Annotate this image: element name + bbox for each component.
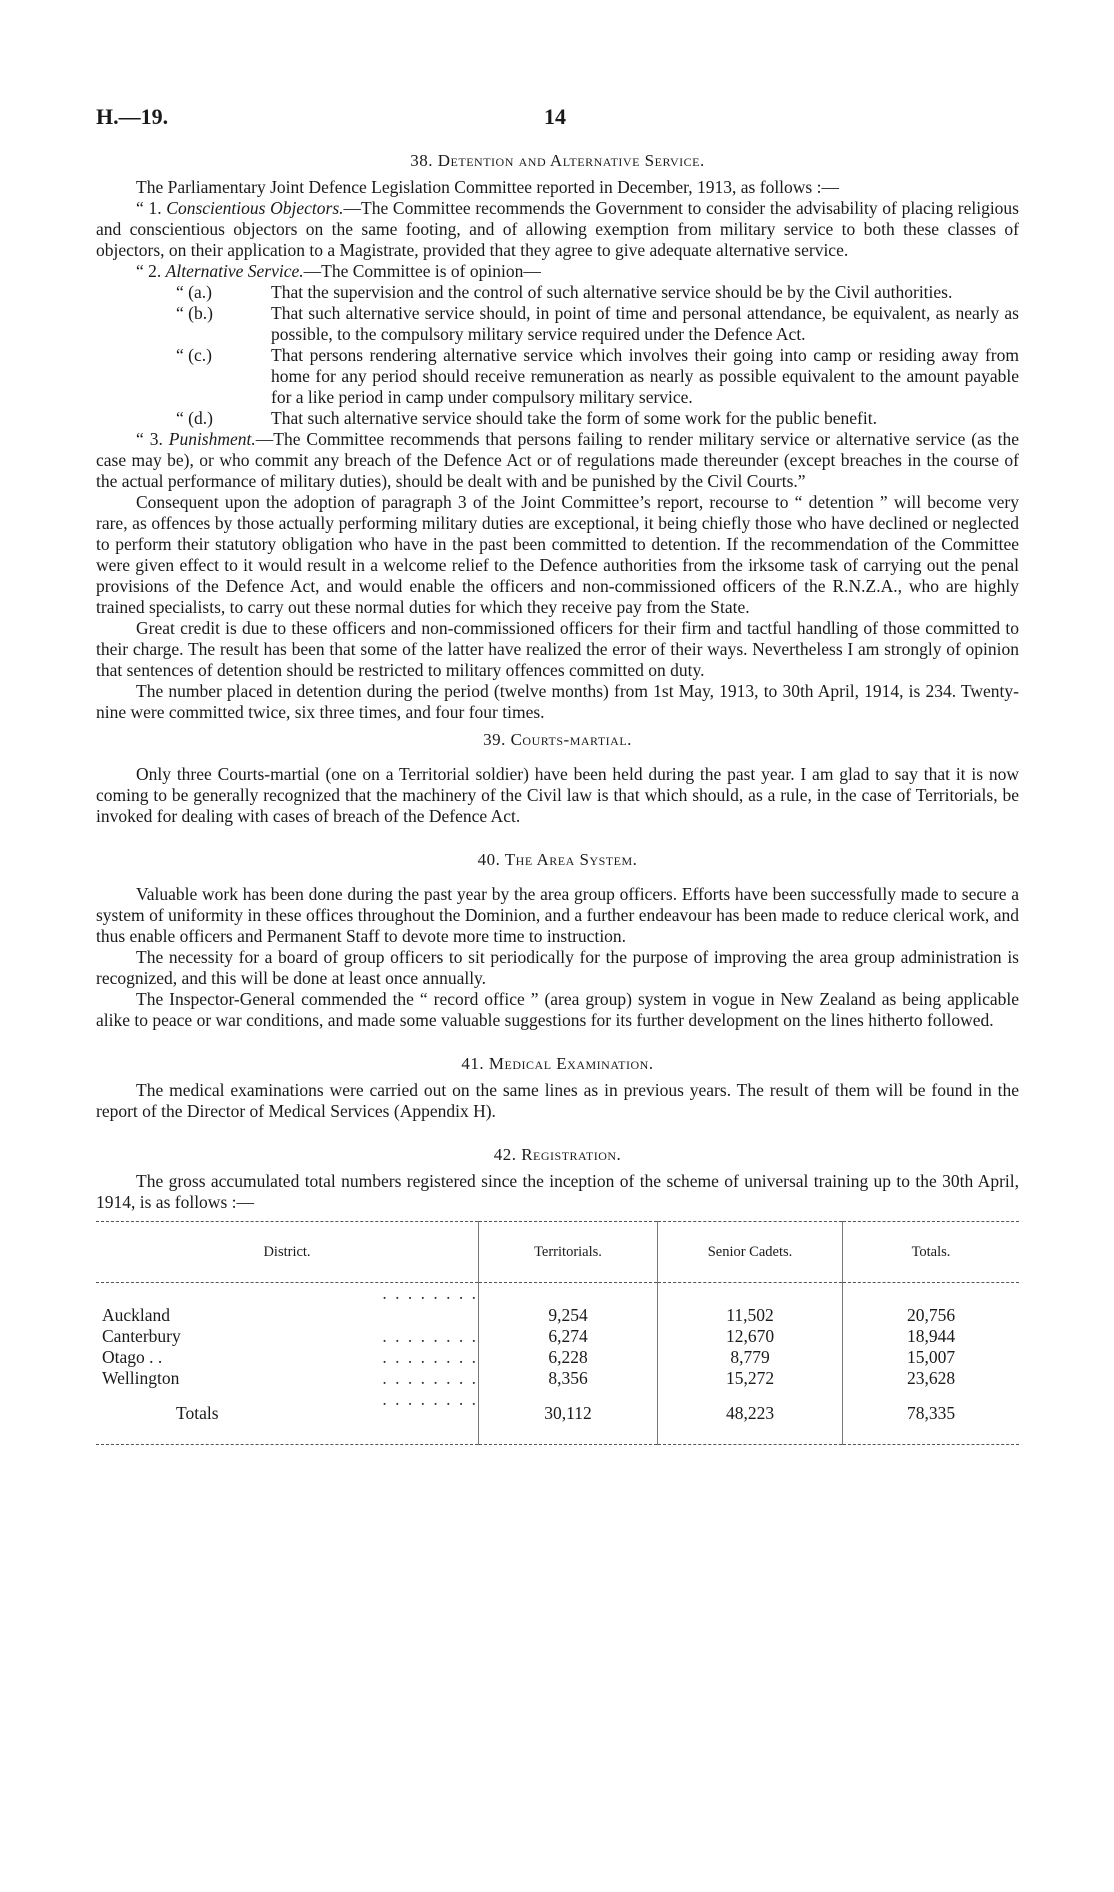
table-row: [96, 1326, 1019, 1347]
totals-cell: 23,628: [843, 1368, 1020, 1389]
column-header-district: District.: [96, 1222, 479, 1283]
district-cell: Wellington . . . . . . . .: [102, 1368, 478, 1388]
s41-text: The medical examinations were carried out on the same lines as in previous years. The result of them will be found in the report of the Director of Medical Services (Appendix H).: [96, 1080, 1019, 1121]
s38-point-2-title: Alternative Service.: [165, 261, 304, 281]
territorials-cell: 6,274: [479, 1326, 658, 1347]
document-body: [96, 150, 1019, 1445]
registration-table: [96, 1221, 1019, 1445]
s39-text: Only three Courts-martial (one on a Territorial soldier) have been held during the past year. I am glad to say that it is now coming to be generally recognized that the machinery of the Civil law is that which should, as a rule, in the case of Territorials, be invoked for dealing with cases of breach of the Defence Act.: [96, 764, 1019, 826]
s38-point-3: “ 3. Punishment.—The Committee recommends that persons failing to render military service or alternative service (as the case may be), or who commit any breach of the Defence Act or of regulations made thereunder (except breaches in the course of the actual performance of military duties), should be dealt with and be punished by the Civil Courts.”: [96, 429, 1019, 491]
s38-paragraph-consequent: Consequent upon the adoption of paragraph 3 of the Joint Committee’s report, recourse to “ detention ” will become very rare, as offences by those actually performing military duties are exceptional, it being chiefly those who have declined or neglected to perform their statutory obligation who have in the past been committed to detention. If the recommendation of the Committee were given effect to it would result in a welcome relief to the Defence authorities from the irksome task of carrying out the penal provisions of the Defence Act, and would enable the officers and non-commissioned officers of the R.N.Z.A., who are highly trained specialists, to carry out these normal duties for which they receive pay from the State.: [96, 492, 1019, 617]
s38-item-c: “ (c.) That persons rendering alternative service which involves their going into camp or residing away from home for any period should receive remuneration as nearly as possible equivalent to the amount payable for a like period in camp under compulsory military service.: [176, 345, 1019, 407]
s40-paragraph-valuable: Valuable work has been done during the past year by the area group officers. Efforts have been successfully made to secure a system of uniformity in these offices throughout the Dominion, and a further endeavour has been made to reduce clerical work, and thus enable officers and Permanent Staff to devote more time to instruction.: [96, 884, 1019, 946]
s38-intro: The Parliamentary Joint Defence Legislation Committee reported in December, 1913, as follows :—: [136, 177, 839, 197]
column-header-totals: Totals.: [843, 1222, 1020, 1283]
s38-point-1-title: Conscientious Objectors.: [166, 198, 344, 218]
section-41-heading: 41. Medical Examination.: [461, 1054, 654, 1073]
section-42-heading: 42. Registration.: [493, 1145, 622, 1164]
district-cell: Canterbury . . . . . . . .: [102, 1326, 478, 1346]
territorials-cell: 8,356: [479, 1368, 658, 1389]
section-40-heading: 40. The Area System.: [477, 850, 638, 869]
section-38-heading: 38. Detention and Alternative Service.: [410, 151, 705, 170]
s40-paragraph-necessity: The necessity for a board of group officers to sit periodically for the purpose of improving the area group administration is recognized, and this will be done at least once annually.: [96, 947, 1019, 988]
senior-cadets-cell: 12,670: [658, 1326, 843, 1347]
table-row: [96, 1368, 1019, 1389]
totals-cell: 20,756: [843, 1283, 1020, 1327]
s38-item-b: “ (b.) That such alternative service should, in point of time and personal attendance, be equivalent, as nearly as possible, to the compulsory military service required under the Defence Act.: [176, 303, 1019, 344]
s38-paragraph-number: The number placed in detention during the period (twelve months) from 1st May, 1913, to 30th April, 1914, is 234. Twenty-nine were committed twice, six three times, and four four times.: [96, 681, 1019, 722]
senior-cadets-cell: 11,502: [658, 1283, 843, 1327]
district-cell: Otago . . . . . . . . . .: [102, 1347, 478, 1367]
column-header-senior-cadets: Senior Cadets.: [658, 1222, 843, 1283]
table-row: [96, 1347, 1019, 1368]
s40-paragraph-inspector: The Inspector-General commended the “ record office ” (area group) system in vogue in New Zealand as being applicable alike to peace or war conditions, and made some valuable suggestions for its further development on the lines hitherto followed.: [96, 989, 1019, 1030]
s38-point-1: “ 1. Conscientious Objectors.—The Committee recommends the Government to consider the advisability of placing religious and conscientious objectors on the same footing, and of allowing exemption from military service to both these classes of objectors, on their application to a Magistrate, provided that they agree to give adequate alternative service.: [96, 198, 1019, 260]
senior-cadets-cell: 8,779: [658, 1347, 843, 1368]
page-number: 14: [544, 104, 566, 129]
totals-cell: 18,944: [843, 1326, 1020, 1347]
document-reference: H.—19.: [96, 104, 169, 129]
s38-point-2: “ 2. Alternative Service.—The Committee is of opinion—: [136, 261, 541, 281]
s38-point-3-title: Punishment.: [168, 429, 256, 449]
table-total-row: [96, 1389, 1019, 1445]
s42-text: The gross accumulated total numbers registered since the inception of the scheme of universal training up to the 30th April, 1914, is as follows :—: [96, 1171, 1019, 1212]
total-totals-cell: 78,335: [843, 1389, 1020, 1445]
senior-cadets-cell: 15,272: [658, 1368, 843, 1389]
total-senior-cadets-cell: 48,223: [658, 1389, 843, 1445]
total-label-cell: Totals . . . . . . . .: [96, 1389, 479, 1445]
s38-paragraph-credit: Great credit is due to these officers and non-commissioned officers for their firm and tactful handling of those committed to their charge. The result has been that some of the latter have realized the error of their ways. Nevertheless I am strongly of opinion that sentences of detention should be restricted to military offences committed on duty.: [96, 618, 1019, 680]
territorials-cell: 9,254: [479, 1283, 658, 1327]
table-row: [96, 1283, 1019, 1327]
territorials-cell: 6,228: [479, 1347, 658, 1368]
s38-item-d: “ (d.) That such alternative service should take the form of some work for the public benefit.: [176, 408, 877, 428]
district-cell: Auckland . . . . . . . .: [102, 1283, 478, 1325]
total-territorials-cell: 30,112: [479, 1389, 658, 1445]
column-header-territorials: Territorials.: [479, 1222, 658, 1283]
totals-cell: 15,007: [843, 1347, 1020, 1368]
section-39-heading: 39. Courts-martial.: [483, 730, 632, 749]
page-header: [96, 106, 1016, 134]
table-header-row: [96, 1222, 1019, 1283]
s38-item-a: “ (a.) That the supervision and the control of such alternative service should be by the Civil authorities.: [176, 282, 953, 302]
